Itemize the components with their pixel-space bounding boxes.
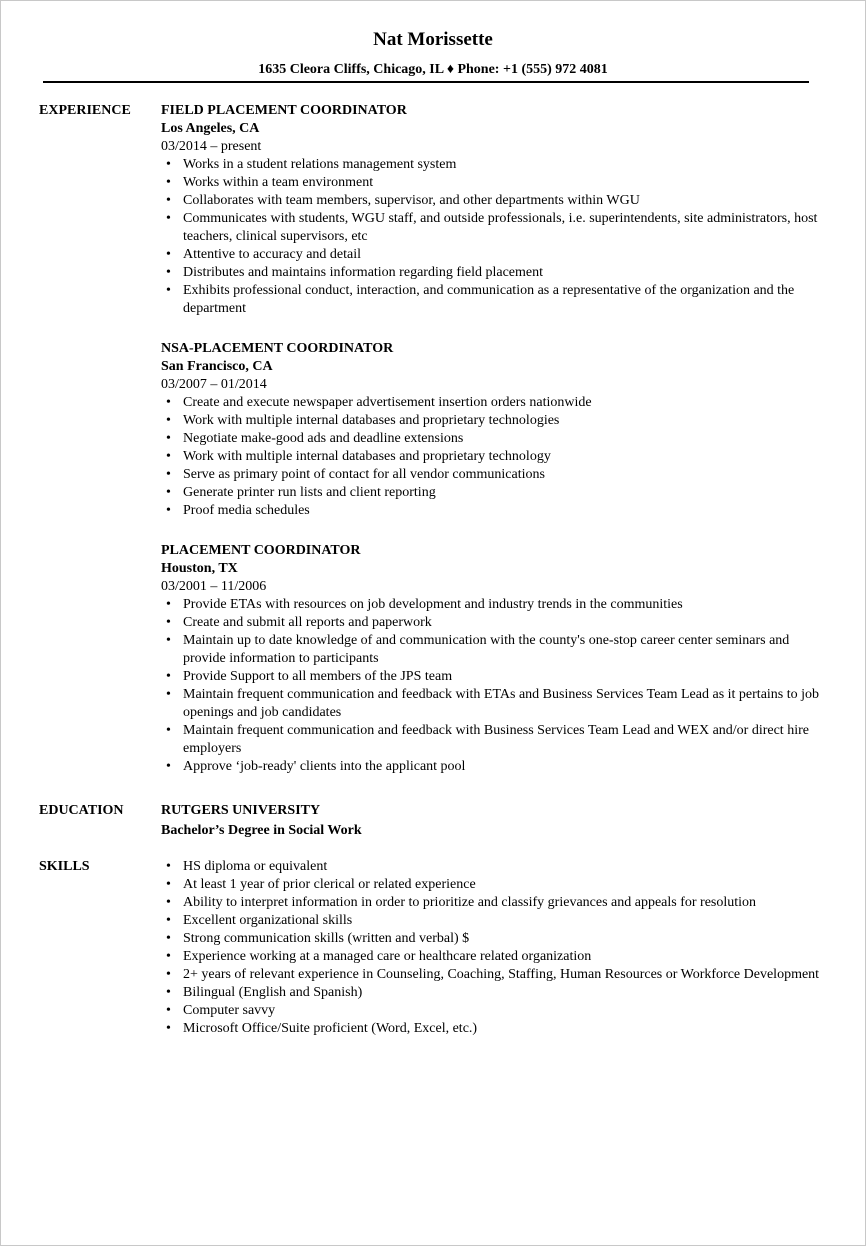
list-item: • Works within a team environment <box>183 174 821 192</box>
list-item: • Maintain frequent communication and feedback with Business Services Team Lead and WEX and/or direct hire employers <box>183 722 821 758</box>
list-item: • Maintain frequent communication and feedback with ETAs and Business Services Team Lead as it pertains to job openings and job candidates <box>183 686 821 722</box>
skills-body <box>161 858 821 1038</box>
job-dates: 03/2001 – 11/2006 <box>161 579 267 594</box>
list-item: • Experience working at a managed care or healthcare related organization <box>183 948 821 966</box>
list-item: • Microsoft Office/Suite proficient (Word, Excel, etc.) <box>183 1020 821 1038</box>
list-item: • Work with multiple internal databases and proprietary technologies <box>183 412 821 430</box>
list-item: • Strong communication skills (written and verbal) $ <box>183 930 821 948</box>
list-item: • Proof media schedules <box>183 502 821 520</box>
job-entry <box>161 542 821 776</box>
job-duties <box>161 394 821 520</box>
list-item: • Distributes and maintains information regarding field placement <box>183 264 821 282</box>
job-entry <box>161 102 821 318</box>
list-item: • Excellent organizational skills <box>183 912 821 930</box>
job-title: FIELD PLACEMENT COORDINATOR <box>161 103 407 118</box>
list-item: • Exhibits professional conduct, interaction, and communication as a representative of the organization and the department <box>183 282 821 318</box>
list-item: • Works in a student relations management system <box>183 156 821 174</box>
list-item: • Ability to interpret information in order to prioritize and classify grievances and appeals for resolution <box>183 894 821 912</box>
resume-header <box>1 1 865 79</box>
header-divider <box>43 81 809 83</box>
job-title: PLACEMENT COORDINATOR <box>161 543 361 558</box>
job-duties <box>161 596 821 776</box>
list-item: • Bilingual (English and Spanish) <box>183 984 821 1002</box>
list-item: • Generate printer run lists and client reporting <box>183 484 821 502</box>
list-item: • At least 1 year of prior clerical or related experience <box>183 876 821 894</box>
list-item: • Maintain up to date knowledge of and communication with the county's one-stop career center seminars and provide information to participants <box>183 632 821 668</box>
education-degree: Bachelor’s Degree in Social Work <box>161 823 362 838</box>
list-item: • Create and execute newspaper advertisement insertion orders nationwide <box>183 394 821 412</box>
list-item: • Approve ‘job-ready' clients into the applicant pool <box>183 758 821 776</box>
job-dates: 03/2007 – 01/2014 <box>161 377 267 392</box>
experience-body <box>161 102 821 798</box>
job-location: San Francisco, CA <box>161 359 273 374</box>
list-item: • Work with multiple internal databases and proprietary technology <box>183 448 821 466</box>
section-title-experience: EXPERIENCE <box>39 103 131 118</box>
candidate-name: Nat Morissette <box>373 29 493 50</box>
education-body <box>161 802 821 840</box>
list-item: • Create and submit all reports and paperwork <box>183 614 821 632</box>
job-duties <box>161 156 821 318</box>
list-item: • Collaborates with team members, supervisor, and other departments within WGU <box>183 192 821 210</box>
list-item: • Provide ETAs with resources on job development and industry trends in the communities <box>183 596 821 614</box>
list-item: • Serve as primary point of contact for all vendor communications <box>183 466 821 484</box>
list-item: • 2+ years of relevant experience in Counseling, Coaching, Staffing, Human Resources or Workforce Development <box>183 966 821 984</box>
education-school: RUTGERS UNIVERSITY <box>161 803 321 818</box>
list-item: • Communicates with students, WGU staff, and outside professionals, i.e. superintendents, site administrators, host teachers, clinical supervisors, etc <box>183 210 821 246</box>
contact-line: 1635 Cleora Cliffs, Chicago, IL ♦ Phone: +1 (555) 972 4081 <box>258 62 608 77</box>
list-item: • Provide Support to all members of the JPS team <box>183 668 821 686</box>
section-title-education: EDUCATION <box>39 803 124 818</box>
job-location: Los Angeles, CA <box>161 121 260 136</box>
skills-list <box>161 858 821 1038</box>
job-title: NSA-PLACEMENT COORDINATOR <box>161 341 394 356</box>
list-item: • Computer savvy <box>183 1002 821 1020</box>
list-item: • HS diploma or equivalent <box>183 858 821 876</box>
job-location: Houston, TX <box>161 561 238 576</box>
job-dates: 03/2014 – present <box>161 139 262 154</box>
job-entry <box>161 340 821 520</box>
list-item: • Negotiate make-good ads and deadline extensions <box>183 430 821 448</box>
section-title-skills: SKILLS <box>39 859 90 874</box>
list-item: • Attentive to accuracy and detail <box>183 246 821 264</box>
